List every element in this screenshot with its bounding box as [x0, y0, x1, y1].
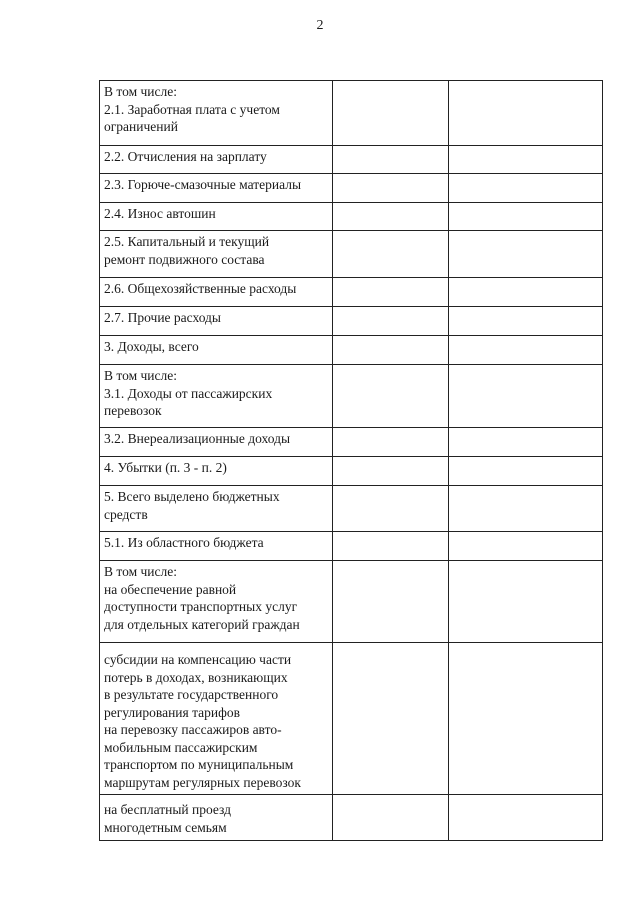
row-value-col2	[333, 203, 449, 231]
table-row	[100, 428, 603, 457]
row-label: на бесплатный проезд многодетным семьям	[100, 795, 333, 841]
row-value-col3	[449, 532, 603, 561]
row-value-col2	[333, 365, 449, 428]
row-value-col3	[449, 81, 603, 146]
table-row	[100, 365, 603, 428]
row-value-col3	[449, 336, 603, 365]
row-value-col2	[333, 428, 449, 457]
row-label: 3. Доходы, всего	[100, 336, 333, 365]
row-value-col3	[449, 486, 603, 532]
table-row	[100, 795, 603, 841]
page-number: 2	[316, 18, 324, 33]
row-value-col2	[333, 307, 449, 336]
row-value-col2	[333, 174, 449, 203]
row-value-col3	[449, 457, 603, 486]
row-value-col3	[449, 174, 603, 203]
row-value-col2	[333, 643, 449, 795]
row-label: 2.3. Горюче-смазочные материалы	[100, 174, 333, 203]
table-row	[100, 643, 603, 795]
table-row	[100, 561, 603, 643]
row-value-col3	[449, 278, 603, 307]
row-label: 2.5. Капитальный и текущий ремонт подвижного состава	[100, 231, 333, 278]
row-value-col2	[333, 457, 449, 486]
table-row	[100, 231, 603, 278]
expense-income-table	[99, 80, 603, 841]
table-row	[100, 486, 603, 532]
row-value-col2	[333, 532, 449, 561]
row-label: 4. Убытки (п. 3 - п. 2)	[100, 457, 333, 486]
row-value-col2	[333, 486, 449, 532]
row-value-col3	[449, 307, 603, 336]
row-value-col2	[333, 146, 449, 174]
table-row	[100, 457, 603, 486]
table-row	[100, 307, 603, 336]
table-row	[100, 532, 603, 561]
row-label: 2.4. Износ автошин	[100, 203, 333, 231]
row-value-col3	[449, 795, 603, 841]
row-label: 2.6. Общехозяйственные расходы	[100, 278, 333, 307]
row-value-col3	[449, 428, 603, 457]
row-label: В том числе: на обеспечение равной доступности транспортных услуг для отдельных категорий граждан	[100, 561, 333, 643]
table-row	[100, 336, 603, 365]
table-row	[100, 278, 603, 307]
row-label: В том числе: 2.1. Заработная плата с учетом ограничений	[100, 81, 333, 146]
table-row	[100, 174, 603, 203]
row-value-col2	[333, 231, 449, 278]
table-row	[100, 81, 603, 146]
row-label: 2.7. Прочие расходы	[100, 307, 333, 336]
row-label: 2.2. Отчисления на зарплату	[100, 146, 333, 174]
row-value-col2	[333, 561, 449, 643]
row-label: 3.2. Внереализационные доходы	[100, 428, 333, 457]
row-value-col3	[449, 203, 603, 231]
row-value-col2	[333, 81, 449, 146]
table-row	[100, 146, 603, 174]
row-label: 5.1. Из областного бюджета	[100, 532, 333, 561]
row-value-col2	[333, 795, 449, 841]
row-label: 5. Всего выделено бюджетных средств	[100, 486, 333, 532]
row-value-col3	[449, 146, 603, 174]
row-label: В том числе: 3.1. Доходы от пассажирских перевозок	[100, 365, 333, 428]
table-row	[100, 203, 603, 231]
row-value-col2	[333, 278, 449, 307]
row-value-col3	[449, 643, 603, 795]
row-value-col3	[449, 231, 603, 278]
row-label: субсидии на компенсацию части потерь в доходах, возникающих в результате государственного регулирования тарифов на перевозку пассажиров авто- мобильным пассажирским транспортом по муниципальным маршрутам регулярных перевозок	[100, 643, 333, 795]
row-value-col3	[449, 561, 603, 643]
row-value-col3	[449, 365, 603, 428]
row-value-col2	[333, 336, 449, 365]
